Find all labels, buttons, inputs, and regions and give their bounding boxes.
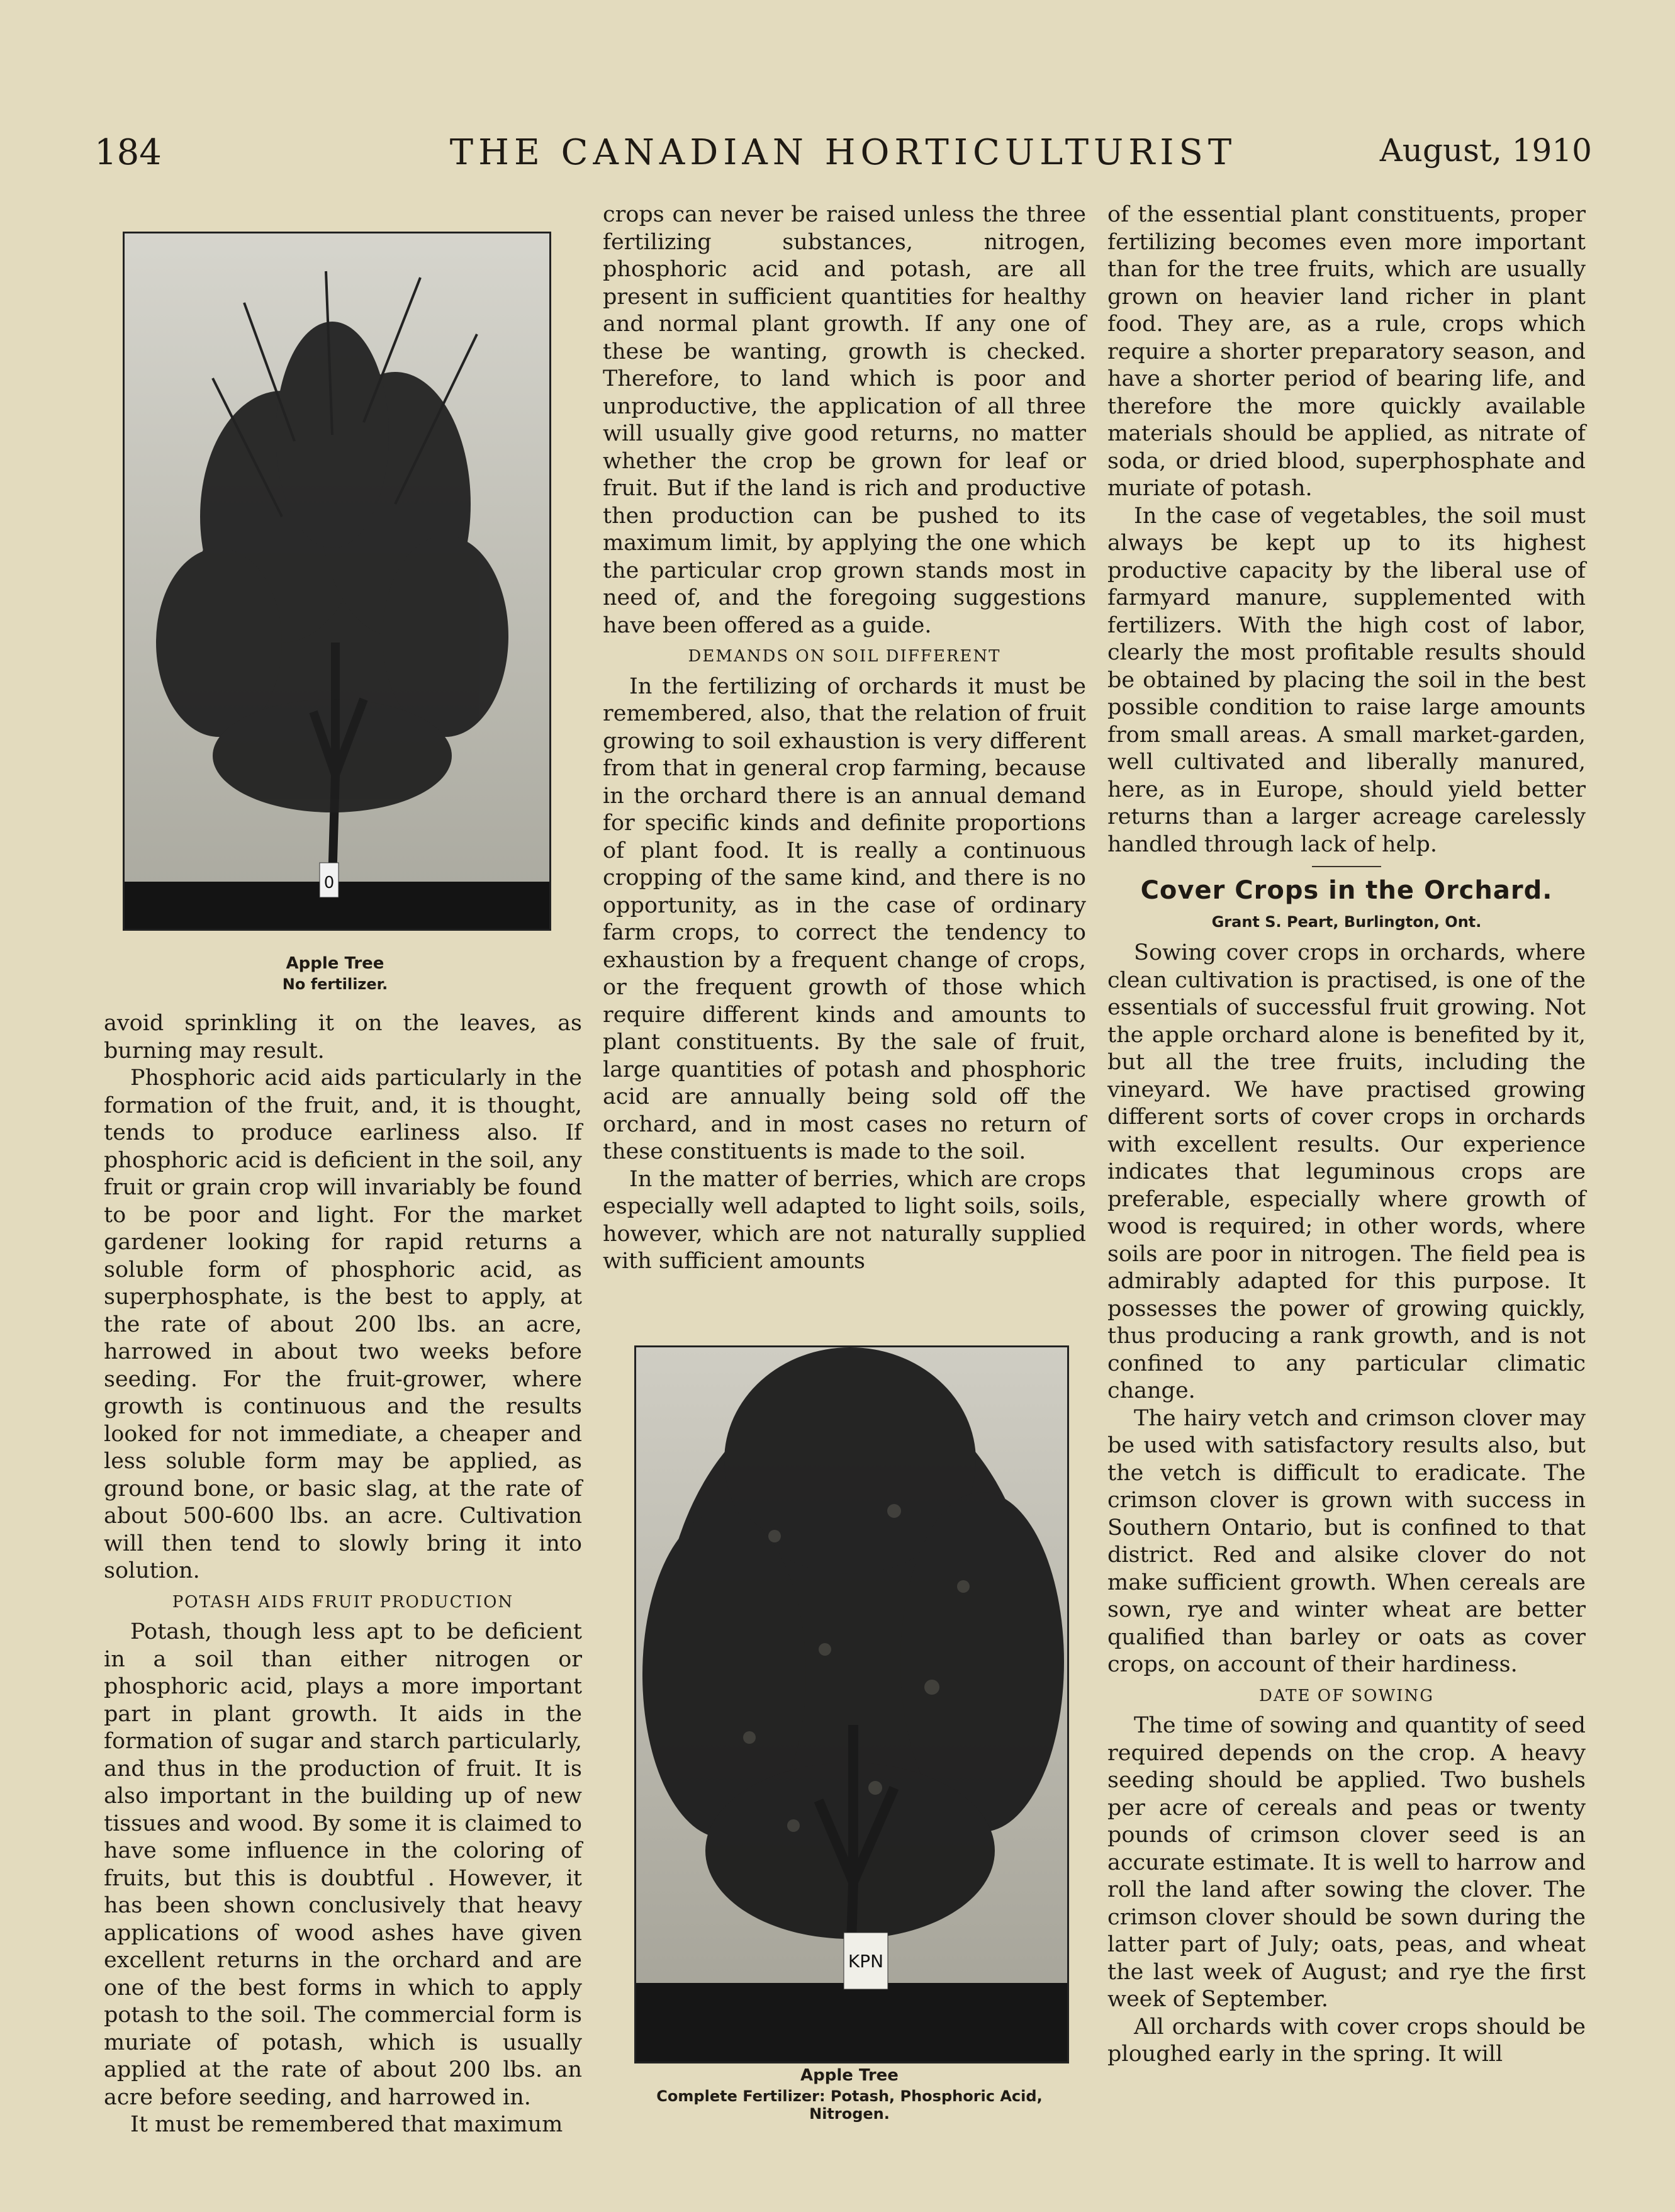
paragraph: In the case of vegetables, the soil must always be kept up to its highest productive capacity by the liberal use of farmyard manure, supplemented with fertilizers. With the high cost of labor, clearly the most profitable results should be obtained by placing the soil in the best possible condition to raise large amounts from small areas. A small market-garden, well cultivated and liberally manured, here, as in Europe, should yield better returns than a larger acreage carelessly handled through lack of help.	[1107, 503, 1586, 857]
page-header	[94, 126, 1592, 182]
apple-tree-photo-complete-fertilizer	[634, 1345, 1069, 2063]
paragraph: All orchards with cover crops should be ploughed early in the spring. It will	[1107, 2014, 1586, 2067]
paragraph: The hairy vetch and crimson clover may be used with satisfactory results also, but the vetch is difficult to eradicate. The crimson clover is grown with success in Southern Ontario, but is confined to that district. Red and alsike clover do not make sufficient growth. When cereals are sown, rye and winter wheat are better qualified than barley or oats as cover crops, on account of their hardiness.	[1107, 1405, 1586, 1677]
figure1-caption	[123, 954, 547, 993]
paragraph: The time of sowing and quantity of seed required depends on the crop. A heavy seeding should be applied. Two bushels per acre of cereals and peas or twenty pounds of crimson clover seed is an accurate estimate. It is well to harrow and roll the land after sowing the clover. The crimson clover should be sown during the latter part of July; oats, peas, and wheat the last week of August; and rye the first week of September.	[1107, 1713, 1586, 2012]
page-number: 184	[94, 132, 162, 173]
paragraph: of the essential plant constituents, proper fertilizing becomes even more important than for the tree fruits, which are usually grown on heavier land richer in plant food. They are, as a rule, crops which require a shorter preparatory season, and have a shorter period of bearing life, and therefore the more quickly available materials should be applied, as nitrate of soda, or dried blood, superphosphate and muriate of potash.	[1107, 202, 1586, 501]
column-left	[104, 1010, 582, 2139]
tree-illustration	[125, 233, 549, 929]
figure1-caption-title: Apple Tree	[286, 954, 384, 973]
tree-illustration	[636, 1347, 1067, 2062]
section-heading: DATE OF SOWING	[1258, 1686, 1435, 1705]
section-heading: DEMANDS ON SOIL DIFFERENT	[688, 647, 1001, 666]
column-right	[1107, 201, 1586, 2069]
divider	[1312, 866, 1381, 867]
figure2-caption-title: Apple Tree	[800, 2066, 899, 2085]
paragraph: Sowing cover crops in orchards, where clean cultivation is practised, is one of the essentials of successful fruit growing. Not the apple orchard alone is benefited by it, but all the tree fruits, including the vineyard. We have practised growing different sorts of cover crops in orchards with excellent results. Our experience indicates that leguminous crops are preferable, especially where growth of wood is required; in other words, where soils are poor in nitrogen. The field pea is admirably adapted for this purpose. It possesses the power of growing quickly, thus producing a rank growth, and is not confined to any particular climatic change.	[1107, 940, 1586, 1403]
article-byline: Grant S. Peart, Burlington, Ont.	[1211, 912, 1482, 931]
tree-label-2: KPN	[848, 1951, 884, 1972]
paragraph: Potash, though less apt to be deficient in a soil than either nitrogen or phosphoric acid, plays a more important part in plant growth. It aids in the formation of sugar and starch particularly, and thus in the production of fruit. It is also important in the building up of new tissues and wood. By some it is claimed to have some influence in the coloring of fruits, but this is doubtful . However, it has been shown conclusively that heavy applications of wood ashes have given excellent returns in the orchard and are one of the best forms in which to apply potash to the soil. The commercial form is muriate of potash, which is usually applied at the rate of about 200 lbs. an acre before seeding, and harrowed in.	[104, 1619, 582, 2110]
paragraph: In the fertilizing of orchards it must be remembered, also, that the relation of fruit growing to soil exhaustion is very different from that in general crop farming, because in the orchard there is an annual demand for specific kinds and definite proportions of plant food. It is really a continuous cropping of the same kind, and there is no opportunity, as in the case of ordinary farm crops, to correct the tendency to exhaustion by a frequent change of crops, or the frequent growth of those which require different kinds and amounts to plant constituents. By the sale of fruit, large quantities of potash and phosphoric acid are annually being sold off the orchard, and in most cases no return of these constituents is made to the soil.	[603, 673, 1086, 1164]
article-title: Cover Crops in the Orchard.	[1140, 876, 1553, 905]
paragraph: avoid sprinkling it on the leaves, as burning may result.	[104, 1011, 582, 1064]
column-middle	[603, 201, 1086, 1276]
figure1-caption-sub: No fertilizer.	[282, 975, 388, 993]
paragraph: crops can never be raised unless the three fertilizing substances, nitrogen, phosphoric acid and potash, are all present in sufficient quantities for healthy and normal plant growth. If any one of these be wanting, growth is checked. Therefore, to land which is poor and unproductive, the application of all three will usually give good returns, no matter whether the crop be grown for leaf or fruit. But if the land is rich and productive then production can be pushed to its maximum limit, by applying the one which the particular crop grown stands most in need of, and the foregoing suggestions have been offered as a guide.	[603, 202, 1086, 638]
figure2-caption-sub: Complete Fertilizer: Potash, Phosphoric Acid, Nitrogen.	[656, 2087, 1043, 2123]
magazine-title: THE CANADIAN HORTICULTURIST	[449, 132, 1237, 173]
section-heading: POTASH AIDS FRUIT PRODUCTION	[172, 1592, 514, 1612]
paragraph: In the matter of berries, which are crops especially well adapted to light soils, soils, however, which are not naturally supplied with sufficient amounts	[603, 1166, 1086, 1274]
paragraph: It must be remembered that maximum	[130, 2112, 563, 2137]
paragraph: Phosphoric acid aids particularly in the formation of the fruit, and, it is thought, tends to produce earliness also. If phosphoric acid is deficient in the soil, any fruit or grain crop will invariably be found to be poor and light. For the market gardener looking for rapid returns a soluble form of phosphoric acid, as superphosphate, is the best to apply, at the rate of about 200 lbs. an acre, harrowed in about two weeks before seeding. For the fruit-grower, where growth is continuous and the results looked for not immediate, a cheaper and less soluble form may be applied, as ground bone, or basic slag, at the rate of about 500-600 lbs. an acre. Cultivation will then tend to slowly bring it into solution.	[104, 1065, 582, 1583]
issue-date: August, 1910	[1379, 132, 1592, 169]
figure2-caption	[620, 2066, 1079, 2123]
apple-tree-photo-no-fertilizer	[123, 232, 551, 931]
tree-label-1: 0	[323, 873, 335, 892]
